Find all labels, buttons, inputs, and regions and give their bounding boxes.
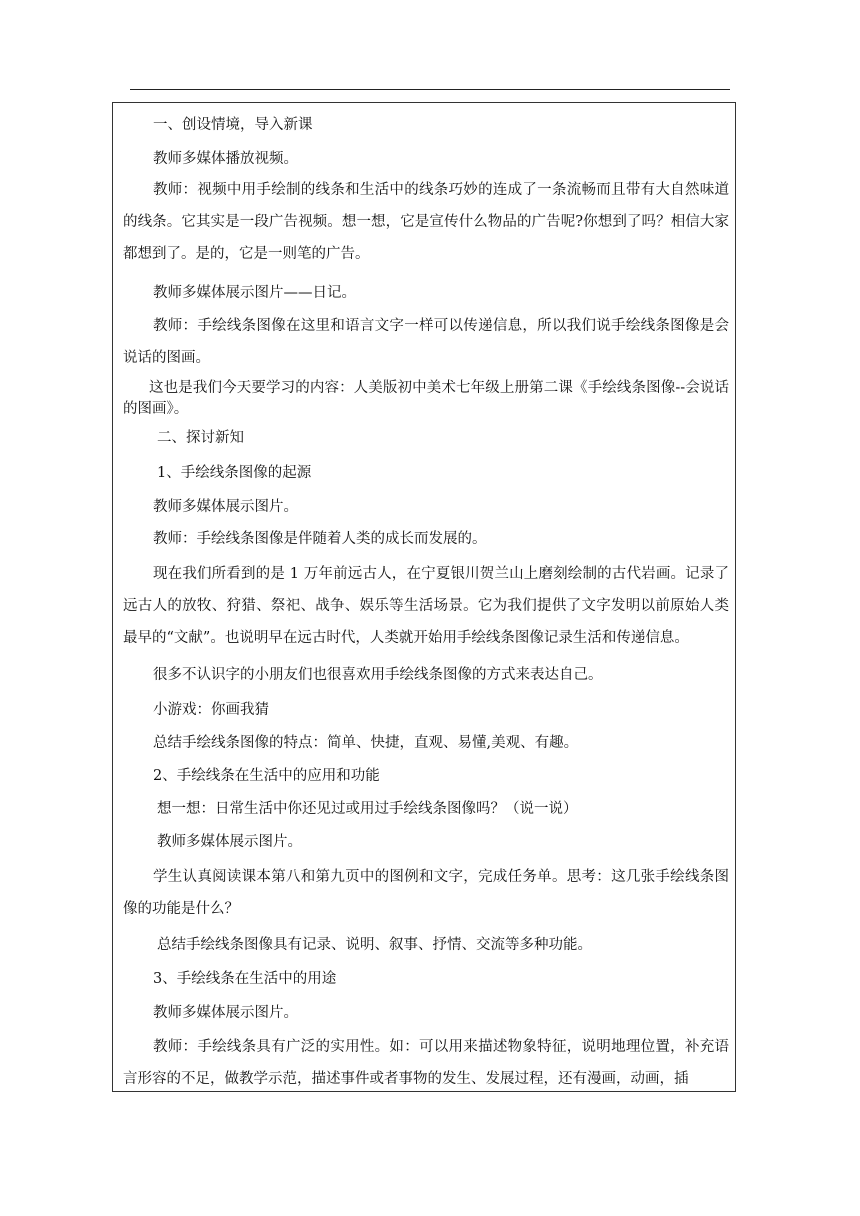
paragraph: 教师多媒体展示图片。 xyxy=(153,499,298,515)
paragraph: 总结手绘线条图像的特点：简单、快捷，直观、易懂,美观、有趣。 xyxy=(153,735,579,751)
paragraph: 教师：手绘线条图像在这里和语言文字一样可以传递信息，所以我们说手绘线条图像是会说话的图画。 xyxy=(123,318,729,366)
paragraph: 教师多媒体展示图片。 xyxy=(153,1005,298,1021)
section-heading-explore: 二、探讨新知 xyxy=(157,430,244,446)
subsection-heading: 2、手绘线条在生活中的应用和功能 xyxy=(153,768,380,784)
paragraph: 教师：手绘线条图像是伴随着人类的成长而发展的。 xyxy=(153,531,487,547)
paragraph: 现在我们所看到的是 1 万年前远古人，在宁夏银川贺兰山上磨刻绘制的古代岩画。记录了远古人的放牧、狩猎、祭祀、战争、娱乐等生活场景。它为我们提供了文字发明以前原始人类最早的“文献”。也说明早在远古时代，人类就开始用手绘线条图像记录生活和传递信息。 xyxy=(123,566,729,646)
paragraph: 学生认真阅读课本第八和第九页中的图例和文字，完成任务单。思考：这几张手绘线条图像的功能是什么？ xyxy=(123,869,729,917)
paragraph: 教师多媒体播放视频。 xyxy=(153,151,298,167)
subsection-heading: 3、手绘线条在生活中的用途 xyxy=(153,971,337,987)
header-rule xyxy=(130,89,730,90)
paragraph: 教师：手绘线条具有广泛的实用性。如：可以用来描述物象特征，说明地理位置，补充语言形容的不足，做教学示范，描述事件或者事物的发生、发展过程，还有漫画，动画，插 xyxy=(123,1039,729,1087)
subsection-heading: 1、手绘线条图像的起源 xyxy=(157,465,312,481)
paragraph: 很多不认识字的小朋友们也很喜欢用手绘线条图像的方式来表达自己。 xyxy=(153,667,603,683)
paragraph: 教师多媒体展示图片——日记。 xyxy=(153,285,356,301)
section-heading-intro: 一、创设情境，导入新课 xyxy=(153,117,313,133)
paragraph: 总结手绘线条图像具有记录、说明、叙事、抒情、交流等多种功能。 xyxy=(157,937,592,953)
lesson-plan-box xyxy=(112,102,736,1092)
paragraph: 小游戏：你画我猜 xyxy=(153,702,269,718)
paragraph: 教师多媒体展示图片。 xyxy=(157,834,302,850)
paragraph: 想一想：日常生活中你还见过或用过手绘线条图像吗？（说一说） xyxy=(157,801,578,817)
paragraph: 这也是我们今天要学习的内容：人美版初中美术七年级上册第二课《手绘线条图像--会说话的图画》。 xyxy=(123,380,729,417)
paragraph: 教师：视频中用手绘制的线条和生活中的线条巧妙的连成了一条流畅而且带有大自然味道的线条。它其实是一段广告视频。想一想，它是宣传什么物品的广告呢?你想到了吗？相信大家都想到了。是的，它是一则笔的广告。 xyxy=(123,182,729,262)
